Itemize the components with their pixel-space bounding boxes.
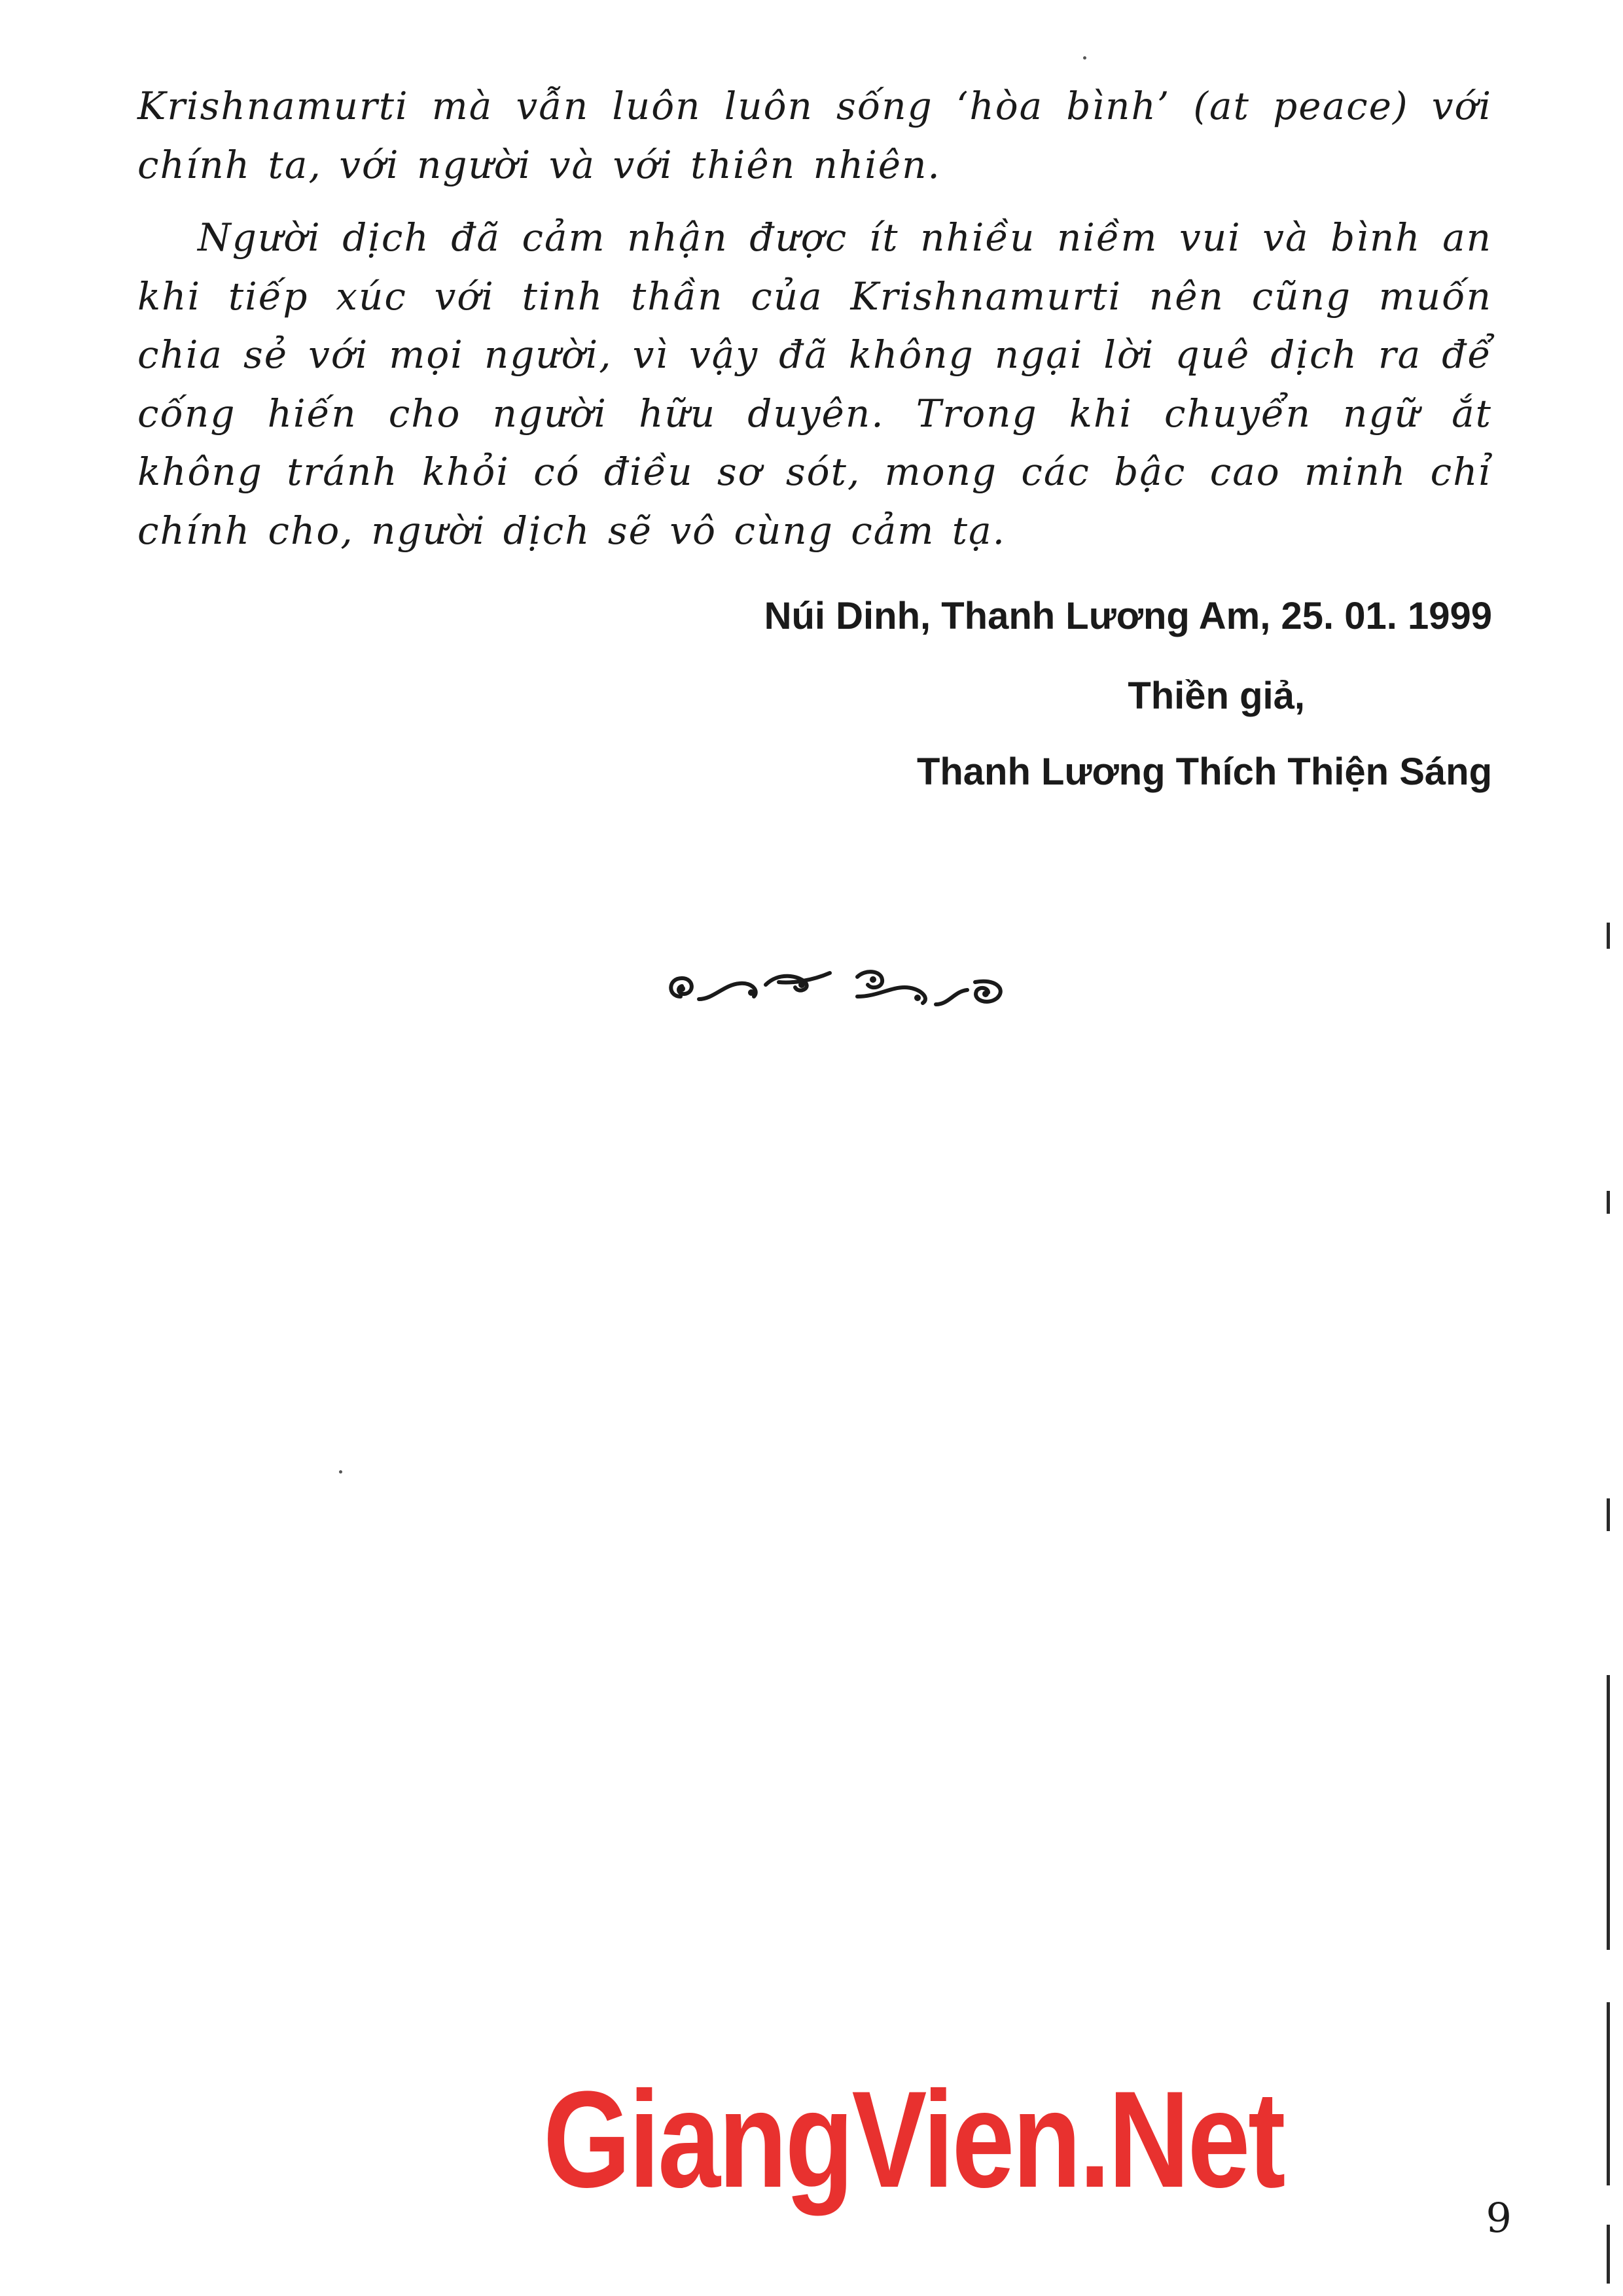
page-number: 9 [1486,2194,1512,2242]
scan-speck [1083,56,1086,60]
scan-edge-mark [1607,1675,1610,1950]
scan-edge-mark [1607,2002,1610,2185]
scan-edge-mark [1607,2225,1610,2284]
paragraph-continuation: Krishnamurti mà vẫn luôn luôn sống ‘hòa bình’ (at peace) với chính ta, với người và với thiên nhiên. [137,84,1492,187]
flourish-ornament-icon [661,959,1014,1017]
signature-title: Thiền giả, [1128,675,1305,717]
scan-speck [339,1470,342,1474]
body-text [137,77,1492,560]
scan-edge-mark [1607,1498,1610,1531]
signature-place-date: Núi Dinh, Thanh Lương Am, 25. 01. 1999 [764,595,1492,637]
scan-edge-mark [1607,1191,1610,1214]
paragraph-translator-note: Người dịch đã cảm nhận được ít nhiều niềm vui và bình an khi tiếp xúc với tinh thần của Krishnamurti nên cũng muốn chia sẻ với mọi người, vì vậy đã không ngại lời quê dịch ra để cống hiến cho người hữu duyên. Trong khi chuyển ngữ ắt không tránh khỏi có điều sơ sót, mong các bậc cao minh chỉ chính cho, người dịch sẽ vô cùng cảm tạ. [137,215,1492,553]
scan-edge-mark [1607,923,1610,949]
watermark-logo: GiangVien.Net [543,2062,1284,2216]
signature-name: Thanh Lương Thích Thiện Sáng [916,751,1492,793]
